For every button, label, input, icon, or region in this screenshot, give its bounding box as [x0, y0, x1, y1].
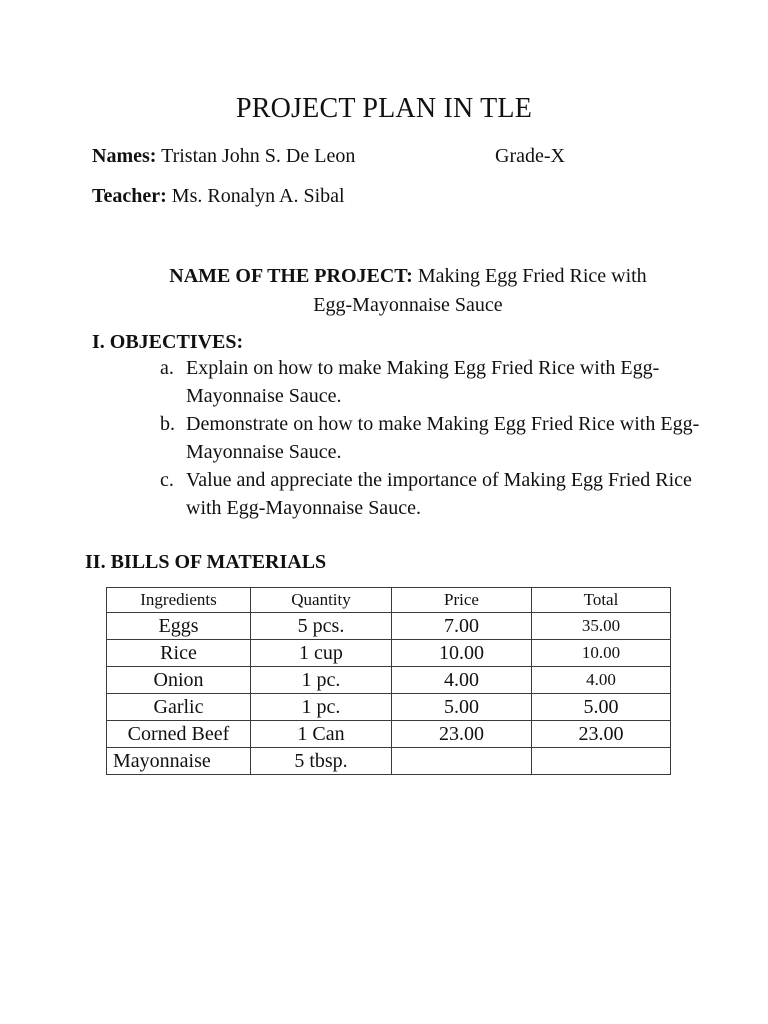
- ingredient-cell: Eggs: [107, 613, 251, 640]
- table-row: [107, 721, 671, 748]
- teacher-value: Ms. Ronalyn A. Sibal: [171, 185, 345, 207]
- project-label: NAME OF THE PROJECT:: [169, 265, 413, 287]
- page-title: PROJECT PLAN IN TLE: [235, 93, 532, 124]
- bill-of-materials-table: [106, 587, 671, 775]
- price-cell: 10.00: [392, 640, 532, 667]
- ingredient-cell: Garlic: [107, 694, 251, 721]
- objective-letter: c.: [160, 469, 174, 491]
- objective-text: Value and appreciate the importance of Making Egg Fried Rice with Egg-Mayonnaise Sauce.: [186, 469, 692, 519]
- names-label: Names:: [92, 145, 157, 167]
- total-cell: 35.00: [532, 613, 671, 640]
- column-header-price: Price: [392, 588, 532, 613]
- teacher-line: [92, 185, 345, 208]
- names-value: Tristan John S. De Leon: [161, 145, 356, 167]
- quantity-cell: 5 pcs.: [251, 613, 392, 640]
- ingredient-cell: Mayonnaise: [107, 748, 251, 775]
- project-value-line1: Making Egg Fried Rice with: [417, 265, 647, 287]
- table-row: [107, 694, 671, 721]
- ingredient-cell: Corned Beef: [107, 721, 251, 748]
- quantity-cell: 1 pc.: [251, 694, 392, 721]
- objective-letter: b.: [160, 413, 175, 435]
- quantity-cell: 5 tbsp.: [251, 748, 392, 775]
- teacher-label: Teacher:: [92, 185, 167, 207]
- objective-item-c: [160, 466, 700, 522]
- ingredient-cell: Rice: [107, 640, 251, 667]
- project-name: [110, 262, 706, 320]
- objectives-list: [160, 354, 700, 522]
- total-cell: 23.00: [532, 721, 671, 748]
- total-cell: 5.00: [532, 694, 671, 721]
- objective-item-b: [160, 410, 700, 466]
- price-cell: 7.00: [392, 613, 532, 640]
- ingredient-cell: Onion: [107, 667, 251, 694]
- total-cell: [532, 748, 671, 775]
- objective-item-a: [160, 354, 700, 410]
- price-cell: 5.00: [392, 694, 532, 721]
- quantity-cell: 1 Can: [251, 721, 392, 748]
- objective-letter: a.: [160, 357, 174, 379]
- price-cell: 4.00: [392, 667, 532, 694]
- table-row: [107, 748, 671, 775]
- names-line: [92, 145, 355, 168]
- grade-text: Grade-X: [495, 145, 565, 167]
- materials-heading: II. BILLS OF MATERIALS: [85, 551, 327, 573]
- table-row: [107, 613, 671, 640]
- price-cell: [392, 748, 532, 775]
- column-header-quantity: Quantity: [251, 588, 392, 613]
- project-value-line2: Egg-Mayonnaise Sauce: [313, 294, 503, 316]
- objective-text: Explain on how to make Making Egg Fried Rice with Egg-Mayonnaise Sauce.: [186, 357, 660, 407]
- column-header-ingredients: Ingredients: [107, 588, 251, 613]
- objective-text: Demonstrate on how to make Making Egg Fried Rice with Egg-Mayonnaise Sauce.: [186, 413, 700, 463]
- total-cell: 4.00: [532, 667, 671, 694]
- quantity-cell: 1 cup: [251, 640, 392, 667]
- table-row: [107, 640, 671, 667]
- project-name-line1: [110, 262, 706, 291]
- table-row: [107, 667, 671, 694]
- total-cell: 10.00: [532, 640, 671, 667]
- price-cell: 23.00: [392, 721, 532, 748]
- column-header-total: Total: [532, 588, 671, 613]
- objectives-heading: I. OBJECTIVES:: [92, 331, 244, 353]
- quantity-cell: 1 pc.: [251, 667, 392, 694]
- table-header-row: [107, 588, 671, 613]
